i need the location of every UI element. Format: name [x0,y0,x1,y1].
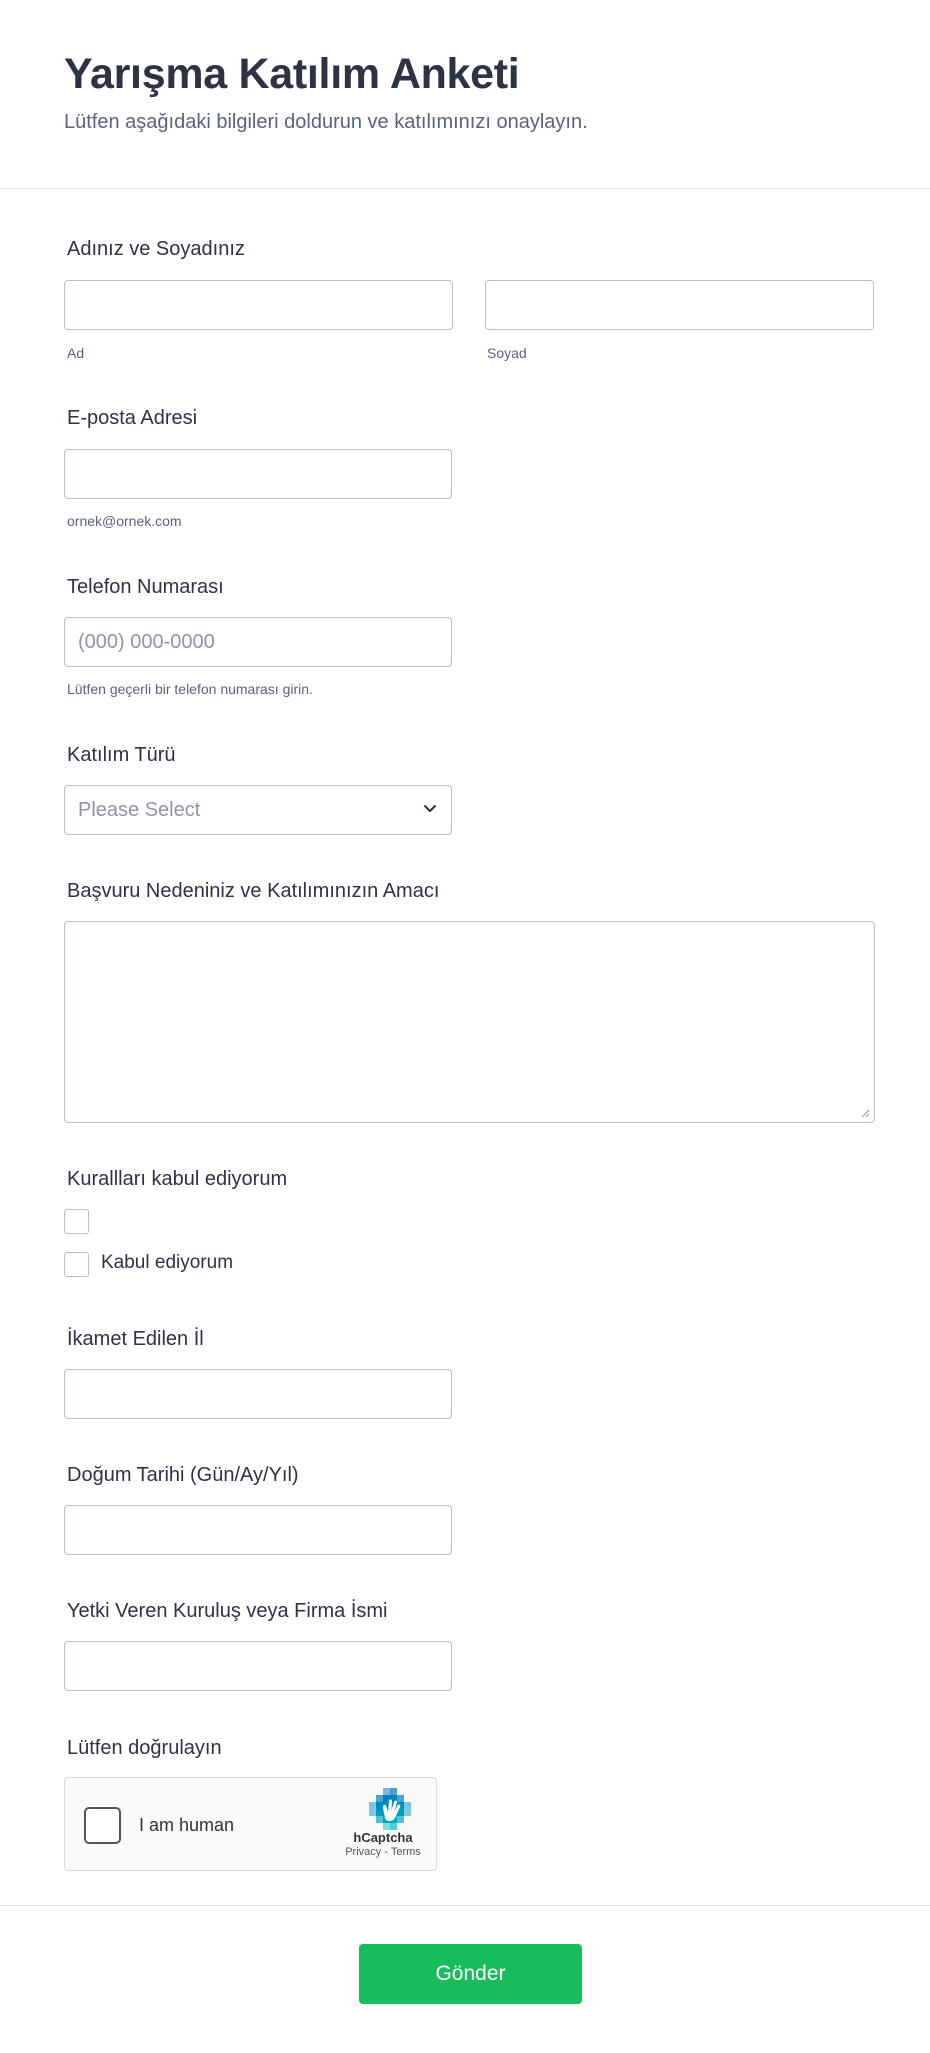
captcha-privacy-terms-links[interactable]: Privacy - Terms [345,1846,421,1858]
page-title: Yarışma Katılım Anketi [64,50,520,98]
footer-divider [0,1905,930,1906]
email-label: E-posta Adresi [67,407,198,429]
phone-label: Telefon Numarası [67,576,224,598]
first-name-input[interactable] [64,280,453,330]
city-label: İkamet Edilen İl [67,1328,204,1350]
rules-checkbox-empty[interactable] [64,1209,89,1234]
phone-placeholder: (000) 000-0000 [78,631,215,653]
page-subtitle: Lütfen aşağıdaki bilgileri doldurun ve katılımınızı onaylayın. [64,111,588,133]
rules-accept-label[interactable]: Kabul ediyorum [101,1252,234,1273]
email-input[interactable] [64,449,452,499]
resize-grip-icon[interactable] [860,1108,870,1118]
participation-type-label: Katılım Türü [67,744,176,766]
last-name-sublabel: Soyad [487,345,527,361]
rules-label: Kurallları kabul ediyorum [67,1168,288,1190]
hcaptcha-logo-icon [369,1788,411,1830]
last-name-input[interactable] [485,280,874,330]
company-label: Yetki Veren Kuruluş veya Firma İsmi [67,1600,388,1622]
birthdate-label: Doğum Tarihi (Gün/Ay/Yıl) [67,1464,299,1486]
first-name-sublabel: Ad [67,345,85,361]
captcha-text: I am human [139,1815,235,1835]
select-placeholder: Please Select [78,799,201,821]
reason-label: Başvuru Nedeniniz ve Katılımınızın Amacı [67,880,440,902]
phone-input[interactable] [64,617,452,667]
rules-accept-checkbox[interactable] [64,1252,89,1277]
hcaptcha-widget [64,1777,437,1871]
birthdate-input[interactable] [64,1505,452,1555]
participation-type-select[interactable] [64,785,452,835]
captcha-checkbox[interactable] [84,1807,121,1844]
email-sublabel: ornek@ornek.com [67,513,182,529]
name-label: Adınız ve Soyadınız [67,238,245,260]
reason-textarea[interactable] [64,921,875,1123]
captcha-label: Lütfen doğrulayın [67,1737,222,1759]
company-input[interactable] [64,1641,452,1691]
captcha-brand: hCaptcha [353,1830,413,1845]
submit-button[interactable]: Gönder [359,1944,582,2004]
form-header [0,0,930,189]
chevron-down-icon [423,804,437,814]
phone-sublabel: Lütfen geçerli bir telefon numarası girin. [67,681,313,697]
city-input[interactable] [64,1369,452,1419]
